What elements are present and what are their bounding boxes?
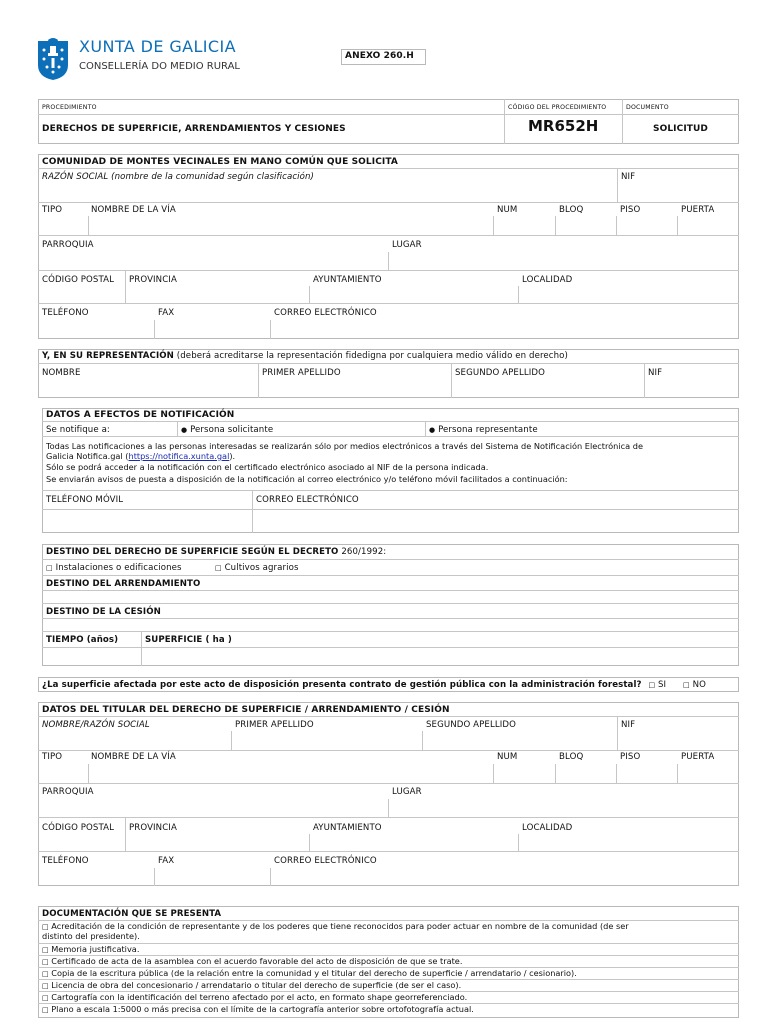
holder-num-input[interactable] [494,764,555,783]
holder-title: DATOS DEL TITULAR DEL DERECHO DE SUPERFICIE / ARRENDAMIENTO / CESIÓN [42,705,450,715]
holder-nif-label: NIF [621,720,636,730]
holder-lugar-label: LUGAR [392,787,422,797]
notifica-link[interactable]: https://notifica.xunta.gal [128,451,230,461]
org-name: XUNTA DE GALICIA [79,37,236,56]
code-label: CÓDIGO DEL PROCEDIMIENTO [508,104,607,111]
bloq-label: BLOQ [559,205,584,215]
correo-input[interactable] [271,320,739,339]
doc-item-representante[interactable]: □ Acreditación de la condición de representante y de los poderes que tiene reconocidos para poder actuar en nombre de la comunidad (de ser [42,921,629,931]
notification-title: DATOS A EFECTOS DE NOTIFICACIÓN [46,410,235,420]
contract-question: ¿La superficie afectada por este acto de disposición presenta contrato de gestión pública con la administración forestal? [42,680,642,690]
destination-decree: 260/1992: [341,547,387,557]
bloq-input[interactable] [556,216,616,235]
nif-input[interactable] [618,184,739,202]
holder-ayuntamiento-input[interactable] [310,834,518,851]
holder-bloq-input[interactable] [556,764,616,783]
checkbox-icon: □ [42,994,49,1002]
procedure-label: PROCEDIMIENTO [42,104,97,111]
lugar-input[interactable] [389,252,739,270]
telefono-input[interactable] [38,320,154,339]
puerta-input[interactable] [678,216,739,235]
opt-instalaciones-label: Instalaciones o edificaciones [55,563,182,573]
checkbox-icon: □ [42,958,49,966]
num-label: NUM [497,205,518,215]
doc-item-memoria[interactable]: □ Memoria justificativa. [42,944,140,954]
telefono-label: TELÉFONO [42,308,89,318]
holder-parroquia-label: PARROQUIA [42,787,94,797]
procedure-code: MR652H [528,117,599,135]
notif-correo-input[interactable] [253,510,739,533]
rep-primer-apellido-input[interactable] [259,380,451,398]
puerta-label: PUERTA [681,205,715,215]
holder-nombre-via-input[interactable] [89,764,493,783]
holder-nombre-label: NOMBRE/RAZÓN SOCIAL [42,720,150,730]
piso-label: PISO [620,205,641,215]
department-name: CONSELLERÍA DO MEDIO RURAL [79,61,240,72]
doc-item-plano[interactable]: □ Plano a escala 1:5000 o más precisa con el límite de la cartografía anterior sobre ortofotografía actual. [42,1004,474,1014]
codigo-postal-label: CÓDIGO POSTAL [42,275,115,285]
checkbox-icon: □ [648,681,656,689]
opt-cultivos[interactable] [215,563,299,573]
holder-nif-input[interactable] [618,731,739,750]
document-label: DOCUMENTO [626,104,669,111]
procedure-name: DERECHOS DE SUPERFICIE, ARRENDAMIENTOS Y CESIONES [42,124,346,134]
provincia-input[interactable] [126,286,309,303]
parroquia-input[interactable] [38,252,388,270]
holder-codigo-postal-label: CÓDIGO POSTAL [42,823,115,833]
localidad-input[interactable] [519,286,739,303]
rep-nombre-label: NOMBRE [42,368,81,378]
tiempo-input[interactable] [42,648,141,666]
correo-label: CORREO ELECTRÓNICO [274,308,377,318]
document-type: SOLICITUD [653,124,708,134]
doc-item-licencia[interactable]: □ Licencia de obra del concesionario / arrendatario o titular del derecho de superficie (de ser el caso). [42,980,462,990]
holder-segundo-apellido-label: SEGUNDO APELLIDO [426,720,516,730]
holder-num-label: NUM [497,752,518,762]
applicant-title: COMUNIDAD DE MONTES VECINALES EN MANO COMÚN QUE SOLICITA [42,157,398,167]
razon-social-input[interactable] [38,184,617,202]
holder-codigo-postal-input[interactable] [38,834,125,851]
parroquia-label: PARROQUIA [42,240,94,250]
holder-nombre-input[interactable] [38,731,231,750]
tipo-label: TIPO [42,205,63,215]
movil-input[interactable] [42,510,252,533]
cesion-label: DESTINO DE LA CESIÓN [46,607,161,617]
holder-localidad-input[interactable] [519,834,739,851]
cesion-input[interactable] [42,619,739,631]
razon-social-label: RAZÓN SOCIAL (nombre de la comunidad según clasificación) [42,172,315,182]
holder-fax-label: FAX [158,856,175,866]
holder-fax-input[interactable] [155,868,270,886]
arrendamiento-input[interactable] [42,591,739,603]
rep-segundo-apellido-label: SEGUNDO APELLIDO [455,368,545,378]
rep-nombre-input[interactable] [38,380,258,398]
checkbox-icon: □ [42,923,49,931]
checkbox-icon: □ [46,564,53,572]
opt-cultivos-label: Cultivos agrarios [224,563,299,573]
checkbox-icon: □ [42,982,49,990]
superficie-label: SUPERFICIE ( ha ) [145,635,232,645]
doc-item-cartografia[interactable]: □ Cartografía con la identificación del terreno afectado por el acto, en formato shape georreferenciado. [42,992,468,1002]
notify-option-representative[interactable] [429,425,538,435]
notification-text-1a: Todas Las notificaciones a las personas interesadas se realizarán sólo por medios electrónicos a través del Sistema de Notificación Electrónica de [46,441,643,451]
rep-primer-apellido-label: PRIMER APELLIDO [262,368,341,378]
radio-selected-icon: ● [429,426,436,434]
holder-piso-input[interactable] [617,764,677,783]
superficie-input[interactable] [142,648,739,666]
doc-item-escritura[interactable]: □ Copia de la escritura pública (de la relación entre la comunidad y el titular del derecho de superficie / arrendatario / cesionario). [42,968,577,978]
representative-title: Y, EN SU REPRESENTACIÓN [42,351,174,361]
holder-tipo-input[interactable] [38,764,88,783]
holder-segundo-apellido-input[interactable] [423,731,617,750]
holder-ayuntamiento-label: AYUNTAMIENTO [313,823,382,833]
notif-correo-label: CORREO ELECTRÓNICO [256,495,359,505]
checkbox-icon: □ [42,1006,49,1014]
holder-telefono-label: TELÉFONO [42,856,89,866]
holder-puerta-input[interactable] [678,764,739,783]
representative-note: (deberá acreditarse la representación fidedigna por cualquiera medio válido en derecho) [176,351,568,361]
tiempo-label: TIEMPO (años) [46,635,119,645]
arrendamiento-label: DESTINO DEL ARRENDAMIENTO [46,579,201,589]
destination-title: DESTINO DEL DERECHO DE SUPERFICIE SEGÚN EL DECRETO [46,547,339,557]
notification-text-1b: Galicia Notifica.gal (https://notifica.xunta.gal). [46,451,236,461]
codigo-postal-input[interactable] [38,286,125,303]
holder-correo-input[interactable] [271,868,739,886]
fax-input[interactable] [155,320,270,339]
annex-label: ANEXO 260.H [345,51,414,61]
holder-primer-apellido-input[interactable] [232,731,422,750]
checkbox-icon: □ [42,970,49,978]
fax-label: FAX [158,308,175,318]
num-input[interactable] [494,216,555,235]
notify-option-applicant[interactable] [181,425,273,435]
nombre-via-label: NOMBRE DE LA VÍA [91,205,176,215]
ayuntamiento-input[interactable] [310,286,518,303]
galicia-shield-icon [35,37,71,81]
nif-label: NIF [621,172,636,182]
representative-header [42,351,568,361]
option-applicant-label: Persona solicitante [190,425,274,435]
doc-item-certificado[interactable]: □ Certificado de acta de la asamblea con el acuerdo favorable del acto de disposición de que se trate. [42,956,463,966]
tipo-input[interactable] [38,216,88,235]
holder-piso-label: PISO [620,752,641,762]
holder-provincia-input[interactable] [126,834,309,851]
holder-parroquia-input[interactable] [38,799,388,817]
doc-item-representante-cont: distinto del presidente). [42,931,140,941]
notification-text-2: Sólo se podrá acceder a la notificación con el certificado electrónico asociado al NIF de la persona indicada. [46,462,489,472]
holder-lugar-input[interactable] [389,799,739,817]
rep-nif-input[interactable] [645,380,739,398]
notification-text-3: Se enviarán avisos de puesta a disposición de la notificación al correo electrónico y/o teléfono móvil facilitados a continuación: [46,474,568,484]
contract-question-row [42,680,706,690]
contract-no[interactable]: □ NO [683,680,707,690]
holder-nombre-via-label: NOMBRE DE LA VÍA [91,752,176,762]
holder-correo-label: CORREO ELECTRÓNICO [274,856,377,866]
holder-telefono-input[interactable] [38,868,154,886]
destination-header [46,547,386,557]
checkbox-icon: □ [683,681,690,689]
header [0,0,770,90]
holder-puerta-label: PUERTA [681,752,715,762]
lugar-label: LUGAR [392,240,422,250]
contract-yes[interactable]: □ SI [648,680,667,690]
checkbox-icon: □ [42,946,49,954]
piso-input[interactable] [617,216,677,235]
opt-instalaciones[interactable] [46,563,182,573]
provincia-label: PROVINCIA [129,275,177,285]
documentation-title: DOCUMENTACIÓN QUE SE PRESENTA [42,909,222,919]
holder-tipo-label: TIPO [42,752,63,762]
holder-localidad-label: LOCALIDAD [522,823,573,833]
localidad-label: LOCALIDAD [522,275,573,285]
notify-label: Se notifique a: [46,425,110,435]
radio-selected-icon: ● [181,426,188,434]
xunta-logo [35,37,71,81]
rep-segundo-apellido-input[interactable] [452,380,644,398]
checkbox-icon: □ [215,564,222,572]
ayuntamiento-label: AYUNTAMIENTO [313,275,382,285]
movil-label: TELÉFONO MÓVIL [46,495,124,505]
option-representative-label: Persona representante [438,425,538,435]
holder-bloq-label: BLOQ [559,752,584,762]
holder-primer-apellido-label: PRIMER APELLIDO [235,720,314,730]
nombre-via-input[interactable] [89,216,493,235]
holder-provincia-label: PROVINCIA [129,823,177,833]
rep-nif-label: NIF [648,368,663,378]
